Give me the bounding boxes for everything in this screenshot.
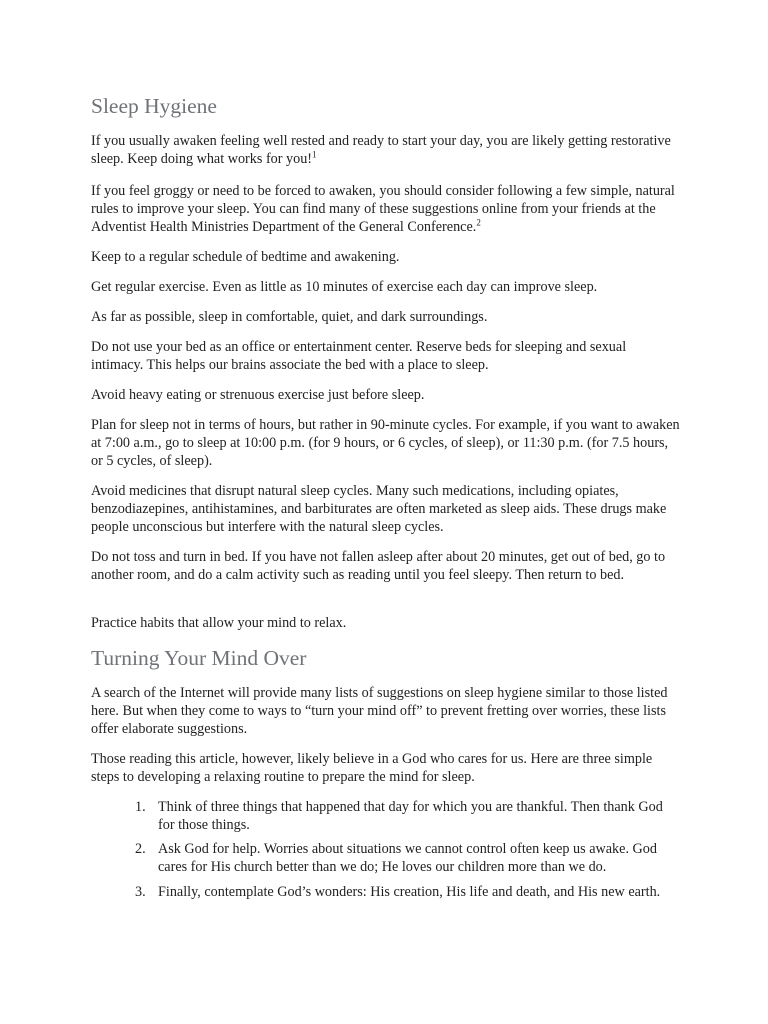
paragraph-groggy xyxy=(91,182,681,237)
paragraph-those-reading: Those reading this article, however, likely believe in a God who cares for us. Here are three simple steps to developing a relaxing routine to prepare the mind for sleep. xyxy=(91,751,653,786)
tip-regular-exercise: Get regular exercise. Even as little as 10 minutes of exercise each day can improve sleep. xyxy=(91,279,598,295)
footnote-mark: 2 xyxy=(476,217,481,228)
paragraph-intro-text: If you usually awaken feeling well rested and ready to start your day, you are likely getting restorative sleep. Keep doing what works for you! xyxy=(91,133,671,168)
tip-avoid-eating: Avoid heavy eating or strenuous exercise just before sleep. xyxy=(91,387,425,403)
tip-surroundings: As far as possible, sleep in comfortable, quiet, and dark surroundings. xyxy=(91,309,488,325)
tip-bed-use: Do not use your bed as an office or entertainment center. Reserve beds for sleeping and sexual intimacy. This helps our brains associate the bed with a place to sleep. xyxy=(91,339,627,374)
tip-avoid-medicines: Avoid medicines that disrupt natural sleep cycles. Many such medications, including opiates, benzodiazepines, antihistamines, and barbiturates are often marketed as sleep aids. These drugs make people unconscious but interfere with the natural sleep cycles. xyxy=(91,483,667,536)
list-item-number: 3. xyxy=(135,884,146,900)
list-item-text: Finally, contemplate God’s wonders: His creation, His life and death, and His new earth. xyxy=(158,884,661,900)
section-title-turning-mind-over: Turning Your Mind Over xyxy=(91,646,307,670)
paragraph-intro xyxy=(91,132,681,168)
section-title-sleep-hygiene: Sleep Hygiene xyxy=(91,94,217,118)
paragraph-internet-search: A search of the Internet will provide many lists of suggestions on sleep hygiene similar to those listed here. But when they come to ways to “turn your mind off” to prevent fretting over worries, these lists offer elaborate suggestions. xyxy=(91,685,668,738)
list-item-text: Think of three things that happened that day for which you are thankful. Then thank God for those things. xyxy=(158,799,663,834)
footnote-mark: 1 xyxy=(312,149,317,160)
list-item-text: Ask God for help. Worries about situations we cannot control often keep us awake. God cares for His church better than we do; He loves our children more than we do. xyxy=(158,841,657,876)
tip-do-not-toss: Do not toss and turn in bed. If you have not fallen asleep after about 20 minutes, get out of bed, go to another room, and do a calm activity such as reading until you feel sleepy. Then return to bed. xyxy=(91,549,666,584)
list-item-number: 1. xyxy=(135,799,146,815)
tip-sleep-cycles: Plan for sleep not in terms of hours, but rather in 90-minute cycles. For example, if you want to awaken at 7:00 a.m., go to sleep at 10:00 p.m. (for 9 hours, or 6 cycles, of sleep), or 11:30 p.m. (for 7.5 hours, or 5 cycles, of sleep). xyxy=(91,417,680,470)
paragraph-groggy-text: If you feel groggy or need to be forced to awaken, you should consider following a few simple, natural rules to improve your sleep. You can find many of these suggestions online from your friends at the Adventist Health Ministries Department of the General Conference. xyxy=(91,183,675,236)
tip-regular-schedule: Keep to a regular schedule of bedtime and awakening. xyxy=(91,249,400,265)
list-item-number: 2. xyxy=(135,841,146,857)
tip-relax-habits: Practice habits that allow your mind to relax. xyxy=(91,615,347,631)
